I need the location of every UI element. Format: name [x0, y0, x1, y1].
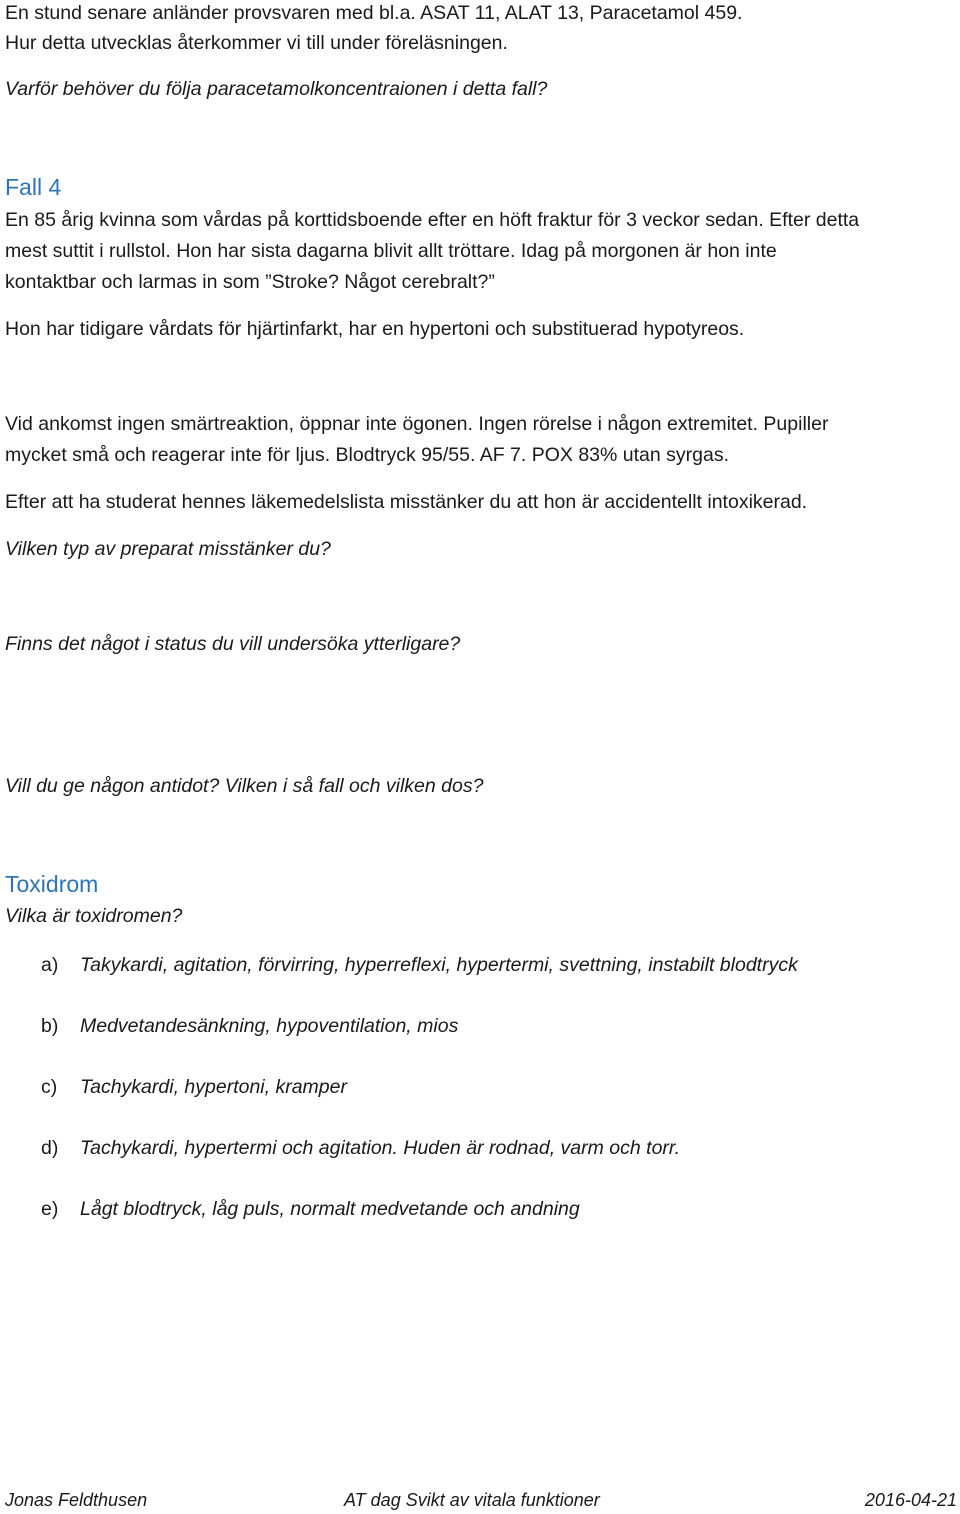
list-item: [41, 1194, 580, 1224]
medical-history: Hon har tidigare vårdats för hjärtinfarkt, har en hypertoni och substituerad hypotyreos.: [5, 318, 745, 340]
list-item: [41, 1011, 458, 1041]
intro-line-1: En stund senare anländer provsvaren med bl.a. ASAT 11, ALAT 13, Paracetamol 459.: [5, 2, 743, 24]
list-marker: e): [41, 1198, 59, 1220]
medication-suspicion: Efter att ha studerat hennes läkemedelslista misstänker du att hon är accidentellt intoxikerad.: [5, 491, 808, 513]
list-item-text: Takykardi, agitation, förvirring, hyperreflexi, hypertermi, svettning, instabilt blodtryck: [80, 954, 798, 976]
page-footer: [5, 1490, 957, 1514]
case-description-line-1: En 85 årig kvinna som vårdas på korttidsboende efter en höft fraktur för 3 veckor sedan. Efter detta: [5, 209, 860, 231]
list-item: [41, 1133, 680, 1163]
question-preparation: Vilken typ av preparat misstänker du?: [5, 538, 331, 560]
list-item-text: Tachykardi, hypertoni, kramper: [80, 1076, 347, 1098]
case-description-line-3: kontaktbar och larmas in som ”Stroke? Något cerebralt?”: [5, 271, 495, 293]
list-item: [41, 950, 798, 980]
case-description-line-2: mest suttit i rullstol. Hon har sista dagarna blivit allt tröttare. Idag på morgonen är hon inte: [5, 240, 777, 262]
list-item-text: Medvetandesänkning, hypoventilation, mios: [80, 1015, 459, 1037]
intro-line-2: Hur detta utvecklas återkommer vi till under föreläsningen.: [5, 32, 508, 54]
list-marker: d): [41, 1137, 59, 1159]
toxidrom-question: Vilka är toxidromen?: [5, 905, 183, 927]
question-status: Finns det något i status du vill undersöka ytterligare?: [5, 633, 461, 655]
toxidrom-heading: Toxidrom: [5, 871, 99, 897]
list-item: [41, 1072, 347, 1102]
question-antidote: Vill du ge någon antidot? Vilken i så fall och vilken dos?: [5, 775, 484, 797]
status-line-2: mycket små och reagerar inte för ljus. Blodtryck 95/55. AF 7. POX 83% utan syrgas.: [5, 444, 729, 466]
case-4-heading: Fall 4: [5, 174, 62, 200]
status-line-1: Vid ankomst ingen smärtreaktion, öppnar inte ögonen. Ingen rörelse i någon extremitet. Pupiller: [5, 413, 829, 435]
paracetamol-question: Varför behöver du följa paracetamolkoncentraionen i detta fall?: [5, 78, 548, 100]
list-marker: c): [41, 1076, 58, 1098]
list-marker: a): [41, 954, 59, 976]
footer-date: 2016-04-21: [864, 1490, 957, 1510]
footer-title: AT dag Svikt av vitala funktioner: [344, 1490, 600, 1510]
list-marker: b): [41, 1015, 59, 1037]
list-item-text: Tachykardi, hypertermi och agitation. Huden är rodnad, varm och torr.: [80, 1137, 681, 1159]
footer-author: Jonas Feldthusen: [5, 1490, 148, 1510]
list-item-text: Lågt blodtryck, låg puls, normalt medvetande och andning: [80, 1198, 580, 1220]
